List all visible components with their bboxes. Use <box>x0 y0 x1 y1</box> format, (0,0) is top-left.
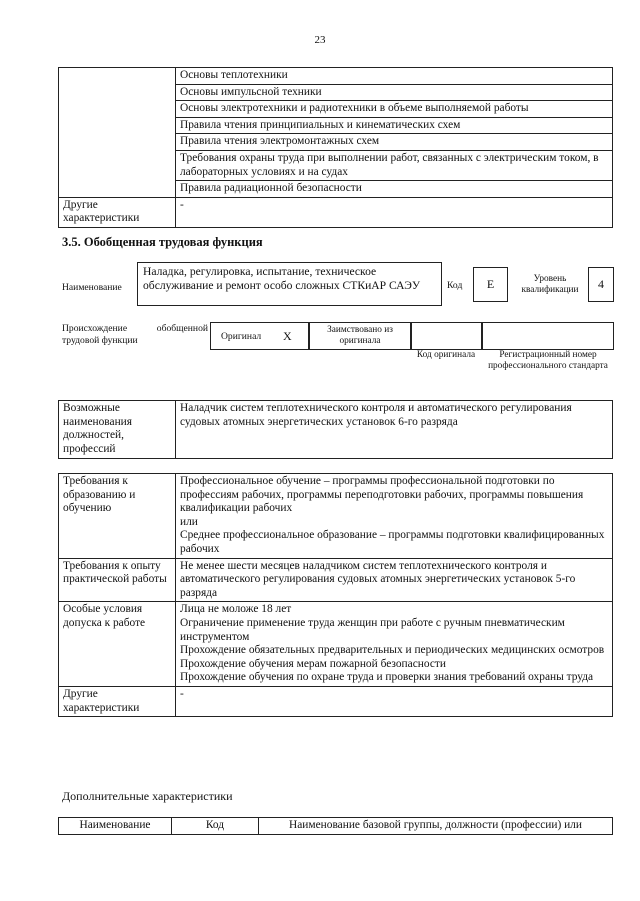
additional-table <box>58 817 613 835</box>
special-condition-line: Прохождение обучения мерам пожарной безопасности <box>180 657 446 670</box>
function-name: Наладка, регулировка, испытание, техническое обслуживание и ремонт особо сложных СТКиАР САЭУ <box>143 265 421 292</box>
experience-value: Не менее шести месяцев наладчиком систем теплотехнического контроля и автоматического регулирования судовых атомных энергетических установок 5-го разряда <box>176 558 613 602</box>
code-original-label: Код оригинала <box>416 350 476 360</box>
table-cell: Требования охраны труда при выполнении работ, связанных с электрическим током, в лабораторных условиях и на судах <box>176 150 613 180</box>
table-cell: Правила чтения электромонтажных схем <box>176 134 613 151</box>
table-cell: Основы теплотехники <box>176 68 613 85</box>
table-row <box>59 602 613 687</box>
table-cell-empty <box>59 68 176 198</box>
positions-value: Наладчик систем теплотехнического контроля и автоматического регулирования судовых атомных энергетических установок 6-го разряда <box>176 401 613 459</box>
special-condition-line: Прохождение обучения по охране труда и проверки знания требований охраны труда <box>180 671 594 684</box>
table-row <box>59 818 613 835</box>
code-label: Код <box>447 280 463 291</box>
table-row <box>59 401 613 459</box>
education-line: или <box>180 515 198 528</box>
education-label: Требования к образованию и обучению <box>59 474 176 559</box>
table-row <box>59 558 613 602</box>
education-line: Профессиональное обучение – программы профессиональной подготовки по профессиям рабочих, программы переподготовки рабочих, программы повышения квалификации рабочих <box>180 475 584 515</box>
original-label: Оригинал <box>221 331 262 342</box>
knowledge-table <box>58 67 613 228</box>
name-box <box>137 262 442 306</box>
original-mark: X <box>283 329 292 343</box>
experience-label: Требования к опыту практической работы <box>59 558 176 602</box>
positions-label: Возможные наименования должностей, профессий <box>59 401 176 459</box>
table-cell: Правила чтения принципиальных и кинематических схем <box>176 117 613 134</box>
other-characteristics-value: - <box>176 686 613 716</box>
origin-label: Происхождение обобщенной трудовой функции <box>62 323 208 346</box>
additional-title: Дополнительные характеристики <box>62 789 233 803</box>
table-row <box>59 197 613 227</box>
level-value: 4 <box>588 267 614 302</box>
table-row <box>59 686 613 716</box>
special-conditions-value <box>176 602 613 687</box>
positions-table <box>58 400 613 459</box>
special-conditions-label: Особые условия допуска к работе <box>59 602 176 687</box>
page-number: 23 <box>314 34 326 46</box>
original-box <box>210 322 310 350</box>
table-cell: Правила радиационной безопасности <box>176 181 613 198</box>
col-code-header: Код <box>172 818 259 835</box>
special-condition-line: Прохождение обязательных предварительных и периодических медицинских осмотров <box>180 644 605 657</box>
other-characteristics-value: - <box>176 197 613 227</box>
requirements-table <box>58 473 613 717</box>
code-value: Е <box>473 267 508 302</box>
borrowed-box <box>308 322 412 350</box>
table-row <box>59 474 613 559</box>
reg-number-label: Регистрационный номер профессионального стандарта <box>488 350 608 371</box>
code-original-box <box>410 322 483 350</box>
col-base-header: Наименование базовой группы, должности (профессии) или <box>259 818 613 835</box>
table-cell: Основы импульсной техники <box>176 84 613 101</box>
reg-number-box <box>481 322 614 350</box>
special-condition-line: Лица не моложе 18 лет <box>180 603 292 616</box>
level-label: Уровень квалификации <box>521 274 579 295</box>
section-title: 3.5. Обобщенная трудовая функция <box>62 235 263 249</box>
other-characteristics-label: Другие характеристики <box>59 686 176 716</box>
name-label: Наименование <box>62 282 122 293</box>
borrowed-label: Заимствовано из оригинала <box>327 325 393 346</box>
table-cell: Основы электротехники и радиотехники в объеме выполняемой работы <box>176 101 613 118</box>
other-characteristics-label: Другие характеристики <box>59 197 176 227</box>
col-name-header: Наименование <box>59 818 172 835</box>
special-condition-line: Ограничение применение труда женщин при работе с ручным пневматическим инструментом <box>180 616 565 643</box>
education-line: Среднее профессиональное образование – программы подготовки квалифицированных рабочих <box>180 529 605 555</box>
education-value <box>176 474 613 559</box>
table-row <box>59 68 613 85</box>
